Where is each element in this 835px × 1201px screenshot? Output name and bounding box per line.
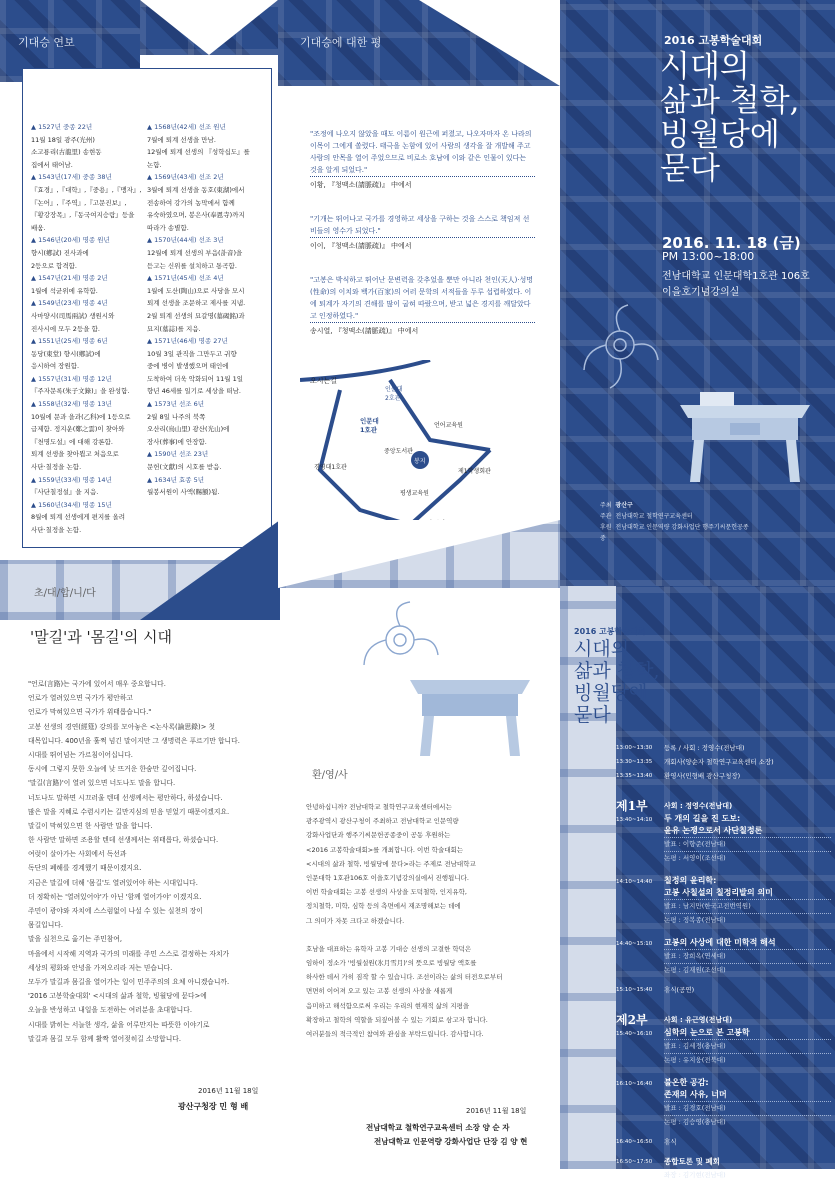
closing-sub: 좌장 : 김기현(전남대) xyxy=(664,1171,726,1179)
program-title-line: 빙월당에 xyxy=(574,682,648,704)
session-header xyxy=(616,799,831,977)
map-label: 인문대 2호관 xyxy=(385,386,403,402)
chronology-year: ▲ 1560년(34세) 명종 15년 xyxy=(31,500,112,509)
invite-line: 고봉 선생의 경연(經筵) 강의를 모아놓은 <논사록(論思錄)> 첫 xyxy=(28,722,216,731)
schedule-row xyxy=(616,769,831,783)
invite-line: 주민이 광야와 자치에 스스럼없이 나설 수 있는 실천의 장이 xyxy=(28,907,203,915)
welcome-line xyxy=(306,928,564,942)
chronology-line: 소고룡리(古龍里) 송현동 xyxy=(31,148,102,157)
program-title-line: 삶과 철학, xyxy=(574,660,660,682)
cover-title-line: 시대의 xyxy=(660,49,750,85)
org-organizer: 전남대학교 철학연구교육센터 xyxy=(615,513,693,520)
invite-line: 많은 말을 지혜로 수렴시키는 길만지심의 믿음 믿었기 때문이겠지요. xyxy=(28,807,230,816)
talk-title: 두 개의 길을 진 도보: xyxy=(664,814,741,823)
session-header xyxy=(616,1013,831,1129)
map-label: 봉지 xyxy=(414,458,426,465)
chronology-line: 사단·칠정을 논함. xyxy=(31,526,82,534)
schedule-time: 15:10~15:40 xyxy=(616,987,653,993)
review-quote: "고봉은 박식하고 뛰어난 문변력을 갖추었을 뿐만 아니라 천인(天人)·성명(性命)의 이치와 백가(百家)의 여러 문학의 서적들을 두루 섭렵하였다. 이에 퇴계가 자기의 견해를 많이 굽혀 따랐으며, 받고 넓은 경지를 깨달았다고 인정하였다." xyxy=(310,274,535,323)
welcome-line: 광주광역시 광산구청이 주최하고 전남대학교 인문역량 xyxy=(306,817,459,826)
talk-discussant: 논평 : 서영이(조선대) xyxy=(664,851,831,865)
talk-presenter: 발표 : 김경호(전남대) xyxy=(664,1101,831,1115)
invite-line: 말길과 몸길 모두 함께 활짝 열어젖히길 소망합니다. xyxy=(28,1034,182,1043)
schedule-item: 개회사(양순자 철학연구교육센터 소장) xyxy=(664,758,774,766)
chronology-line: 전송하여 강가의 농막에서 함께 xyxy=(147,198,235,207)
invite-heading: '말길'과 '몸길'의 시대 xyxy=(30,628,172,646)
schedule-time: 17:50~20:00 xyxy=(616,1191,653,1197)
schedule-row xyxy=(616,755,831,769)
chronology-line: 『사단칠정설』을 지음. xyxy=(31,488,99,497)
chronology-line: 논함. xyxy=(147,160,162,169)
chronology-line: 10월에 문과 을과(乙科)에 1등으로 xyxy=(31,412,131,421)
chronology-line: 따라가 송별함. xyxy=(147,223,189,232)
talk-time: 14:10~14:40 xyxy=(616,879,653,885)
chronology-line: 향시(鄕試) 진사과에 xyxy=(31,248,89,257)
chronology-line: 응시하여 장원함. xyxy=(31,362,80,371)
invite-line: 독단의 폐해를 경계했기 때문이겠지요. xyxy=(28,864,142,873)
welcome-line: 하사한 데서 가히 짐작 할 수 있습니다. 조선이라는 삶의 터전으로부터 xyxy=(306,973,503,982)
chronology-line: 퇴계 선생을 찾아뵙고 처음으로 xyxy=(31,450,119,459)
chronology-line: 8월에 퇴계 선생에게 편지를 올려 xyxy=(31,513,126,522)
chronology-line: 사단·칠정을 논함. xyxy=(31,463,82,472)
welcome-line: 강화사업단과 행주기씨문헌공종중이 공동 후원하는 xyxy=(306,831,451,840)
welcome-line: 확장하고 철학의 역할을 되짚어볼 수 있는 기회로 삼고자 합니다. xyxy=(306,1015,488,1024)
cover-time: PM 13:00~18:00 xyxy=(662,250,755,263)
chronology-year: ▲ 1546년(20세) 명종 원년 xyxy=(31,236,110,245)
talk xyxy=(664,813,831,865)
flower-illustration xyxy=(580,300,660,390)
program-title-line: 시대의 xyxy=(574,638,630,660)
cover-event-name: 2016 고봉학술대회 xyxy=(664,34,763,47)
program-event-name: 2016 고봉학술대회 xyxy=(574,627,646,636)
welcome-body xyxy=(306,800,564,1041)
chronology-line: 배움. xyxy=(31,223,46,232)
talk-presenter: 발표 : 남지만(한국고전번역원) xyxy=(664,899,831,913)
program-session xyxy=(616,1013,831,1149)
invite-line: 모두가 말길과 몸길을 열어가는 일이 민주주의의 요체 아니겠습니까. xyxy=(28,977,230,986)
review-source: 이황, 『청맥소(請脈疏)』 中에서 xyxy=(310,181,412,189)
welcome-line: 정치철학, 미학, 심학 등의 측면에서 재조명해보는 데에 xyxy=(306,902,461,911)
chronology-line: 묘지(墓誌)를 지음. xyxy=(147,324,201,333)
map-label: 제1학생회관 xyxy=(458,468,491,475)
session-label xyxy=(616,1013,664,1129)
chronology-line: 12월에 퇴계 선생의 『성학십도』를 xyxy=(147,148,250,157)
invite-line: 세상의 평화와 안녕을 가져오리라 저는 믿습니다. xyxy=(28,963,173,972)
chronology-line: 11월 18일 광주(光州) xyxy=(31,135,95,144)
map-label: 경영대1호관 xyxy=(314,464,347,471)
welcome-line: 안녕하십니까? 전남대학교 철학연구교육센터에서는 xyxy=(306,803,452,811)
chronology-line: 유숙하였으며, 봉은사(奉恩寺)까지 xyxy=(147,211,245,220)
chronology-year: ▲ 1551년(25세) 명종 6년 xyxy=(31,337,108,346)
chronology-line: 중에 병이 발생했으며 태인에 xyxy=(147,362,229,371)
org-sponsor-row xyxy=(600,522,750,544)
cover-venue: 전남대학교 인문대학1호관 106호 xyxy=(662,271,810,282)
talk-title: 불온한 공감: xyxy=(664,1078,709,1087)
talk-presenter: 발표 : 장희옥(연세대) xyxy=(664,949,831,963)
welcome-line: 임하이 정소가 '빙월설원(氷月雪月)'의 뜻으로 빙월당 액호를 xyxy=(306,959,477,968)
invite-line: 여럿이 살아가는 사회에서 독선과 xyxy=(28,850,127,859)
chronology-col-2 xyxy=(147,121,269,499)
chronology-line: 1월에 석균위에 유학함. xyxy=(31,286,98,295)
program-schedule xyxy=(616,741,831,1201)
invite-line: 시대를 뛰어넘는 가르침이어십니다. xyxy=(28,750,133,759)
chronology-line: 오산리(鳥山里) 광산(光山)에 xyxy=(147,425,230,434)
talk-discussant: 논평 : 정복종(전남대) xyxy=(664,913,831,927)
org-organizer-row xyxy=(600,511,830,522)
invite-line: 말을 실천으로 옮기는 주민참여, xyxy=(28,935,122,944)
invite-line: 언로가 열려있으면 국가가 평안하고 xyxy=(28,694,133,703)
schedule-row xyxy=(616,741,831,755)
schedule-time: 13:35~13:40 xyxy=(616,773,653,779)
chronology-year: ▲ 1559년(33세) 명종 14년 xyxy=(31,475,112,484)
schedule-time: 13:00~13:30 xyxy=(616,745,653,751)
talk-discussant: 논평 : 유지웅(전북대) xyxy=(664,1053,831,1067)
invite-line: '2016 고봉학술대회' <시대의 삶과 철학, 빙월당에 묻다>에 xyxy=(28,992,207,1001)
talk-time: 14:40~15:10 xyxy=(616,941,653,947)
talk-discussant: 논평 : 김재원(조선대) xyxy=(664,963,831,977)
invite-line: "언로(言路)는 국가에 있어서 매우 중요합니다. xyxy=(28,680,166,688)
chronology-line: 2월 8일 나주의 북쪽 xyxy=(147,412,206,421)
chronology-panel-title: 기대승 연보 xyxy=(18,36,75,49)
chronology-line: 도착하여 더욱 악화되어 11월 1일 xyxy=(147,374,244,383)
schedule-row xyxy=(616,1187,831,1201)
reviews-section xyxy=(310,128,535,359)
program-title-line: 묻다 xyxy=(574,704,611,726)
chronology-year: ▲ 1634년 효종 5년 xyxy=(147,475,204,484)
session-number: 제1부 xyxy=(616,799,648,813)
invite-line: 대목입니다. 400년을 훌쩍 넘긴 말이지만 그 생명력은 푸르기만 합니다. xyxy=(28,736,240,745)
schedule-row xyxy=(616,983,831,997)
invite-line: 시대를 밝히는 서늘한 생각, 삶을 어루만지는 따뜻한 이야기로 xyxy=(28,1020,210,1029)
chronology-line: 10월 3일 관직을 그만두고 귀향 xyxy=(147,349,237,358)
schedule-time: 16:40~16:50 xyxy=(616,1139,653,1145)
cover-title xyxy=(660,50,800,186)
welcome-date: 2016년 11월 18일 xyxy=(466,1107,527,1115)
invite-line: 지금은 말길에 더해 '몸길'도 열려있어야 하는 시대입니다. xyxy=(28,878,198,887)
cover-title-line: 묻다 xyxy=(660,151,720,187)
schedule-item: 휴식 xyxy=(664,1138,677,1146)
chronology-line: 12월에 퇴계 선생의 부음(訃音)을 xyxy=(147,248,243,257)
schedule-item: 환영사(민형배 광산구청장) xyxy=(664,772,741,780)
session-chair: 사회 : 유근영(전남대) xyxy=(664,1016,733,1024)
talk-title: 고봉의 사상에 대한 미학적 해석 xyxy=(664,938,776,947)
program-title xyxy=(574,638,660,726)
program-section xyxy=(560,586,835,1198)
welcome-illustration xyxy=(360,600,540,760)
chronology-line: 월봉서원이 사액(賜額)됨. xyxy=(147,488,220,497)
chronology-box xyxy=(22,68,272,548)
invite-line: 더 정확히는 '열려있어야'가 아닌 '함께 열어가야' 이겠지요. xyxy=(28,892,202,901)
talk-title: 심학의 눈으로 본 고봉학 xyxy=(664,1028,750,1037)
welcome-line: 음미하고 해석함으로써 우리는 우리의 현재적 삶의 지평을 xyxy=(306,1001,470,1010)
chronology-year: ▲ 1590년 선조 23년 xyxy=(147,450,209,459)
chronology-line: 『효경』,『대학』,『중용』,『맹자』, xyxy=(31,185,142,194)
chronology-year: ▲ 1527년 중종 22년 xyxy=(31,123,93,131)
chronology-year: ▲ 1571년(46세) 명종 27년 xyxy=(147,337,228,346)
org-host-label: 주최 xyxy=(600,502,612,509)
welcome-line: 여러분들의 적극적인 참여와 관심을 부탁드립니다. 감사합니다. xyxy=(306,1030,484,1038)
map-label: 중앙도서관 xyxy=(384,448,413,455)
chronology-line: 『주자문록(朱子文錄)』을 완성함. xyxy=(31,387,130,396)
chronology-line: 1월에 도산(陶山)으로 사당을 모시 xyxy=(147,286,245,295)
map-label: 인문대 1호관 xyxy=(360,417,379,434)
schedule-item: 만찬 xyxy=(664,1189,679,1198)
talk-subtitle: 윤유 논쟁으로서 사단칠정론 xyxy=(664,826,763,835)
schedule-row xyxy=(616,1135,831,1149)
invite-line: 오늘을 반성하고 내일을 도전하는 여러분을 초대합니다. xyxy=(28,1006,192,1015)
invite-section xyxy=(28,626,288,1111)
chronology-line: 문헌(文獻)의 시호를 받음. xyxy=(147,463,222,472)
invite-line: '말길(言路)'이 열려 있으면 너도나도 말을 합니다. xyxy=(28,779,176,788)
talk-title: 칠정의 윤리학: xyxy=(664,876,717,885)
organizers xyxy=(600,500,830,544)
welcome-line: 이번 학술대회는 고봉 선생의 사상을 도덕철학, 인지유학, xyxy=(306,888,467,897)
chronology-year: ▲ 1570년(44세) 선조 3년 xyxy=(147,236,224,245)
session-time: 15:40~16:10 xyxy=(616,1031,653,1037)
invite-body xyxy=(28,677,288,1046)
chronology-line: 진사시에 모두 2등을 함. xyxy=(31,324,100,333)
review-source: 이이, 『청맥소(請脈疏)』 中에서 xyxy=(310,242,412,250)
chronology-line: 『황강장목』,『동국여지승람』등을 xyxy=(31,211,135,220)
talk-presenter: 발표 : 이향준(전남대) xyxy=(664,837,831,851)
chronology-line: 사마양시(司馬兩試) 생원시와 xyxy=(31,311,115,320)
talk-time: 16:10~16:40 xyxy=(616,1081,653,1087)
welcome-signer-2: 전남대학교 인문역량 강화사업단 단장 김 양 현 xyxy=(374,1137,528,1146)
map-label-directions: 오시는길 xyxy=(310,377,338,385)
welcome-section xyxy=(306,800,564,1146)
cover-title-line: 빙월당에 xyxy=(660,117,780,153)
welcome-line: 호남을 대표하는 유학자 고봉 기대승 선생의 고결한 학덕은 xyxy=(306,944,472,953)
chronology-line: 2월 퇴계 선생의 묘갈명(墓碣銘)과 xyxy=(147,311,245,320)
program-session xyxy=(616,799,831,997)
invite-signer: 광산구청장 민 형 배 xyxy=(178,1102,249,1111)
org-sponsor: 전남대학교 인문역량 강화사업단 행주기씨문헌공종중 xyxy=(600,524,749,542)
talk xyxy=(616,875,831,927)
triangle-decoration xyxy=(140,520,280,620)
org-sponsor-label: 후원 xyxy=(600,524,612,531)
campus-map xyxy=(300,360,530,540)
talk-subtitle: 고봉 사칠설의 칠정리발의 의미 xyxy=(664,888,773,897)
invite-line: 말길이 막혀있으면 한 사람만 말을 합니다. xyxy=(28,821,153,830)
schedule-row xyxy=(616,1155,831,1169)
reviews-panel-title: 기대승에 대한 평 xyxy=(300,36,382,49)
talk-subtitle: 존재의 사유, 너머 xyxy=(664,1090,727,1099)
welcome-line: 그 의미가 자못 크다고 하겠습니다. xyxy=(306,916,405,925)
cover-content xyxy=(560,0,835,586)
welcome-line: <2016 고봉학술대회>를 개최합니다. 이번 학술대회는 xyxy=(306,845,464,854)
map-label: 언어교육원 xyxy=(434,422,463,429)
chronology-col-1 xyxy=(31,121,149,537)
schedule-item: 휴식(공연) xyxy=(664,986,695,994)
triangle-decoration xyxy=(278,520,560,588)
map-label: 평생교육원 xyxy=(400,490,429,497)
chronology-line: 『천명도설』에 대해 강론함. xyxy=(31,437,113,446)
chronology-year: ▲ 1573년 선조 6년 xyxy=(147,400,204,409)
chronology-line: 듣고는 신위를 설치하고 통곡함. xyxy=(147,261,237,270)
review-quote: "기개는 뛰어나고 국가를 경영하고 세상을 구하는 것을 스스로 책임져 선비들의 영수가 되었다." xyxy=(310,213,535,238)
welcome-line: 면면히 이어져 오고 있는 고봉 선생의 사상을 새롭게 xyxy=(306,987,453,996)
chronology-line: 7월에 퇴계 선생을 만남. xyxy=(147,135,216,144)
schedule-time: 16:50~17:50 xyxy=(616,1159,653,1165)
chronology-year: ▲ 1558년(32세) 명종 13년 xyxy=(31,400,112,409)
org-host: 광산구 xyxy=(615,502,633,509)
invite-line: 몸길입니다. xyxy=(28,921,63,930)
chronology-year: ▲ 1569년(43세) 선조 2년 xyxy=(147,173,224,182)
cover-title-line: 삶과 철학, xyxy=(660,83,800,119)
talk xyxy=(664,1027,831,1067)
chronology-year: ▲ 1549년(23세) 명종 4년 xyxy=(31,299,108,308)
review-source: 송시열, 『청맥소(請脈疏)』 中에서 xyxy=(310,327,419,335)
talk-presenter: 발표 : 김세정(충남대) xyxy=(664,1039,831,1053)
invite-line: 언로가 막혀있으면 국가가 위태롭습니다." xyxy=(28,708,152,717)
invite-line: 마을에서 시작해 지역과 국가의 미래를 주민 스스로 결정하는 자치가 xyxy=(28,949,230,958)
map-roads xyxy=(300,360,530,540)
invite-panel-title: 초/대/합/니/다 xyxy=(34,588,96,599)
talk xyxy=(616,937,831,977)
review-quote: "조정에 나오지 않았을 때도 이름이 원근에 퍼졌고, 나오자마자 온 나라의 이목이 그에게 쏠렸다. 태극을 논함에 있어 사람의 생각을 잘 개발해 주고 사람의 안목을 열어 주었으므로 비로소 호남에 이와 같은 인물이 있다는 것을 알게 되었다." xyxy=(310,128,535,177)
triangle-decoration xyxy=(419,0,560,86)
invite-date: 2016년 11월 18일 xyxy=(198,1087,259,1095)
cover-date: 2016. 11. 18 (금) xyxy=(662,234,801,252)
invite-line: 동시에 그렇지 못한 오늘에 낮 뜨거운 한숨만 깊어집니다. xyxy=(28,765,197,774)
invite-line: 너도나도 말하면 시끄러울 텐데 선생께서는 평안하다, 하셨습니다. xyxy=(28,793,223,802)
talk-discussant: 논평 : 김승영(충남대) xyxy=(664,1115,831,1129)
chronology-line: 향년 46세를 일기로 세상을 떠남. xyxy=(147,387,241,396)
welcome-line: <시대의 삶과 철학, 빙월당에 묻다>라는 주제로 전남대학교 xyxy=(306,859,476,868)
chronology-line: 퇴계 선생을 조문하고 제사를 지냄. xyxy=(147,299,246,308)
welcome-signer-1: 전남대학교 철학연구교육센터 소장 양 순 자 xyxy=(366,1123,510,1132)
chronology-year: ▲ 1547년(21세) 명종 2년 xyxy=(31,274,108,283)
schedule-item: 등록 / 사회 : 정영수(전남대) xyxy=(664,744,745,752)
cover-venue-room: 이을호기념강의실 xyxy=(662,287,740,298)
chronology-line: 집에서 태어남. xyxy=(31,160,73,169)
welcome-panel-title: 환/영/사 xyxy=(312,770,348,781)
triangle-decoration xyxy=(140,0,278,55)
chronology-year: ▲ 1568년(42세) 선조 원년 xyxy=(147,123,226,131)
session-number: 제2부 xyxy=(616,1013,648,1027)
invite-line: 한 사람만 말하면 조용할 텐데 선생께서는 위태롭다, 하셨습니다. xyxy=(28,836,219,845)
chronology-line: 2등으로 합격함. xyxy=(31,261,77,270)
chronology-line: 3월에 퇴계 선생을 동호(東湖)에서 xyxy=(147,185,245,194)
chronology-line: 장사(葬事)에 안장함. xyxy=(147,437,207,446)
table-illustration xyxy=(670,370,820,490)
chronology-year: ▲ 1557년(31세) 명종 12년 xyxy=(31,374,112,383)
chronology-line: 급제함. 정지운(鄭之雲)이 찾아와 xyxy=(31,425,125,434)
chronology-line: 동당(東堂) 향시(鄕試)에 xyxy=(31,349,101,358)
chronology-year: ▲ 1571년(45세) 선조 4년 xyxy=(147,274,224,283)
session-time: 13:40~14:10 xyxy=(616,817,653,823)
org-host-row xyxy=(600,500,830,511)
session-chair: 사회 : 정영수(전남대) xyxy=(664,802,733,810)
chronology-year: ▲ 1543년(17세) 중종 38년 xyxy=(31,173,112,182)
talk xyxy=(616,1077,831,1129)
welcome-line: 인문대학 1호관106호 이을호기념강의실에서 진행됩니다. xyxy=(306,873,469,882)
chronology-line: 『논어』,『주역』,『고문진보』, xyxy=(31,198,127,207)
schedule-item: 종합토론 및 폐회 xyxy=(664,1157,720,1166)
org-organizer-label: 주관 xyxy=(600,513,612,520)
schedule-time: 13:30~13:35 xyxy=(616,759,653,765)
